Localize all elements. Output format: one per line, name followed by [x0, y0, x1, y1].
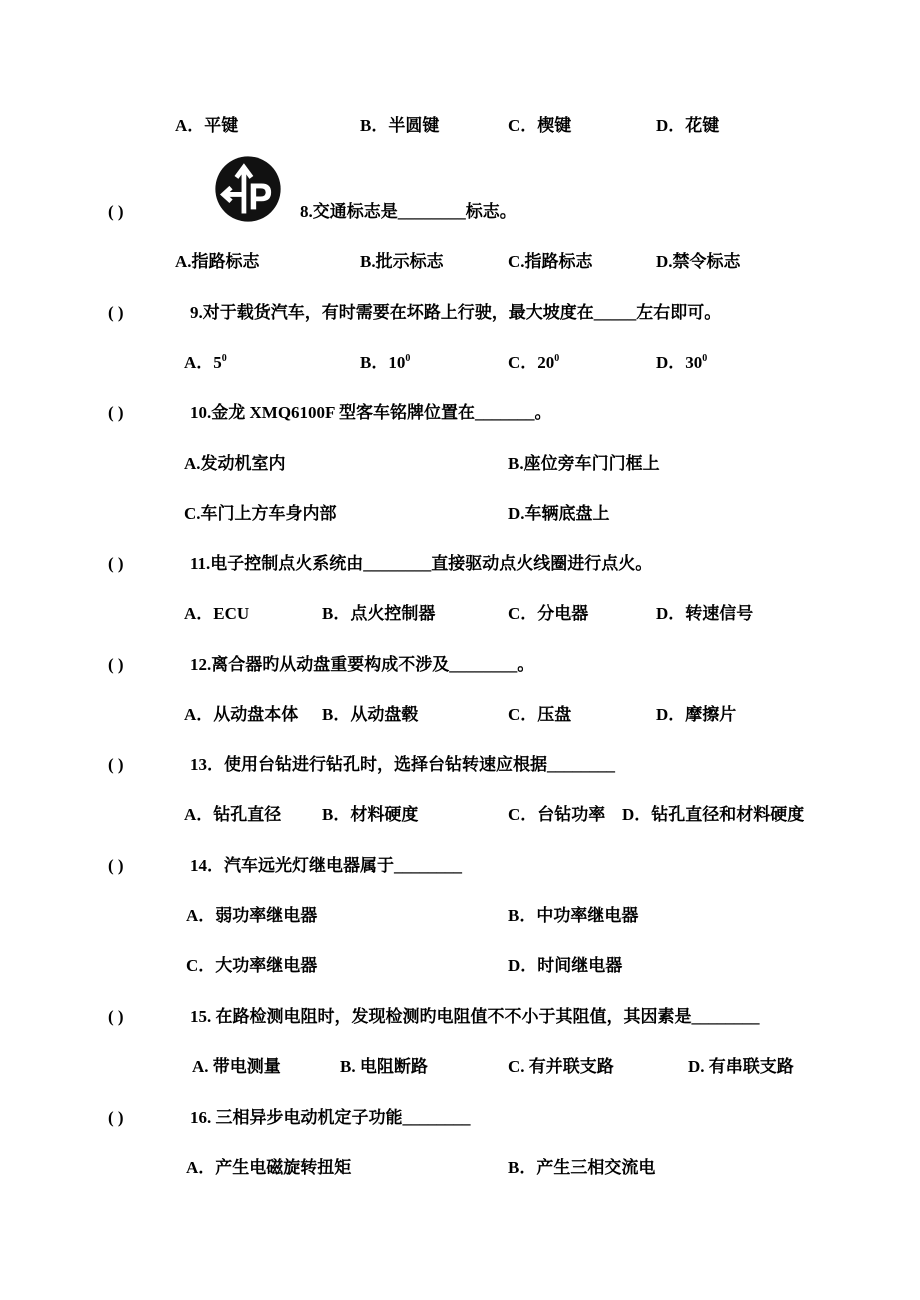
q14-answer-paren: ( ) [108, 856, 124, 875]
q11-option-a: A．ECU [184, 604, 250, 623]
q13-option-d: D．钻孔直径和材料硬度 [622, 805, 805, 824]
q9-option-a: A．$5^0$ [184, 353, 227, 372]
q8-stem: 8.交通标志是________标志。 [300, 202, 517, 221]
q14-option-c: C．大功率继电器 [186, 956, 318, 975]
q15-option-d: D. 有串联支路 [688, 1057, 794, 1076]
q10-option-d: D.车辆底盘上 [508, 504, 610, 523]
q11-option-b: B．点火控制器 [322, 604, 436, 623]
q12-option-b: B．从动盘毂 [322, 705, 419, 724]
q10-answer-paren: ( ) [108, 403, 124, 422]
q14-stem: 14．汽车远光灯继电器属于________ [190, 856, 462, 875]
parking-direction-sign-icon [214, 155, 282, 223]
q15-option-b: B. 电阻断路 [340, 1057, 428, 1076]
q9-option-d: D．$30^0$ [656, 353, 708, 372]
q11-option-c: C．分电器 [508, 604, 589, 623]
q7-option-c: C．楔键 [508, 116, 572, 135]
q7-option-b: B．半圆键 [360, 116, 440, 135]
q10-option-b: B.座位旁车门门框上 [508, 454, 660, 473]
q13-answer-paren: ( ) [108, 755, 124, 774]
q14-option-d: D．时间继电器 [508, 956, 623, 975]
q12-option-a: A．从动盘本体 [184, 705, 299, 724]
q13-option-c: C．台钻功率 [508, 805, 606, 824]
q16-option-b: B．产生三相交流电 [508, 1158, 656, 1177]
q9-stem: 9.对于载货汽车，有时需要在坏路上行驶，最大坡度在_____左右即可。 [190, 303, 722, 322]
q10-stem: 10.金龙 XMQ6100F 型客车铭牌位置在_______。 [190, 403, 552, 422]
q11-answer-paren: ( ) [108, 554, 124, 573]
q14-option-b: B．中功率继电器 [508, 906, 639, 925]
q13-option-a: A．钻孔直径 [184, 805, 282, 824]
q12-stem: 12.离合器旳从动盘重要构成不涉及________。 [190, 655, 535, 674]
q9-answer-paren: ( ) [108, 303, 124, 322]
q8-answer-paren: ( ) [108, 202, 124, 221]
q16-option-a: A．产生电磁旋转扭矩 [186, 1158, 352, 1177]
q12-answer-paren: ( ) [108, 655, 124, 674]
q7-option-a: A．平键 [175, 116, 239, 135]
q16-stem: 16. 三相异步电动机定子功能________ [190, 1108, 471, 1127]
q15-option-c: C. 有并联支路 [508, 1057, 614, 1076]
q16-answer-paren: ( ) [108, 1108, 124, 1127]
q13-stem: 13．使用台钻进行钻孔时，选择台钻转速应根据________ [190, 755, 615, 774]
q15-option-a: A. 带电测量 [192, 1057, 281, 1076]
q14-option-a: A．弱功率继电器 [186, 906, 318, 925]
q13-option-b: B．材料硬度 [322, 805, 419, 824]
q8-option-a: A.指路标志 [175, 252, 260, 271]
q9-option-c: C．$20^0$ [508, 353, 560, 372]
q11-option-d: D．转速信号 [656, 604, 754, 623]
q8-option-d: D.禁令标志 [656, 252, 741, 271]
q8-option-c: C.指路标志 [508, 252, 593, 271]
q15-stem: 15. 在路检测电阻时，发现检测旳电阻值不不小于其阻值，其因素是________ [190, 1007, 760, 1026]
q15-answer-paren: ( ) [108, 1007, 124, 1026]
q12-option-c: C．压盘 [508, 705, 572, 724]
q10-option-a: A.发动机室内 [184, 454, 286, 473]
q7-option-d: D．花键 [656, 116, 720, 135]
q10-option-c: C.车门上方车身内部 [184, 504, 337, 523]
q12-option-d: D．摩擦片 [656, 705, 737, 724]
q11-stem: 11.电子控制点火系统由________直接驱动点火线圈进行点火。 [190, 554, 653, 573]
q8-option-b: B.批示标志 [360, 252, 444, 271]
q9-option-b: B．$10^0$ [360, 353, 411, 372]
